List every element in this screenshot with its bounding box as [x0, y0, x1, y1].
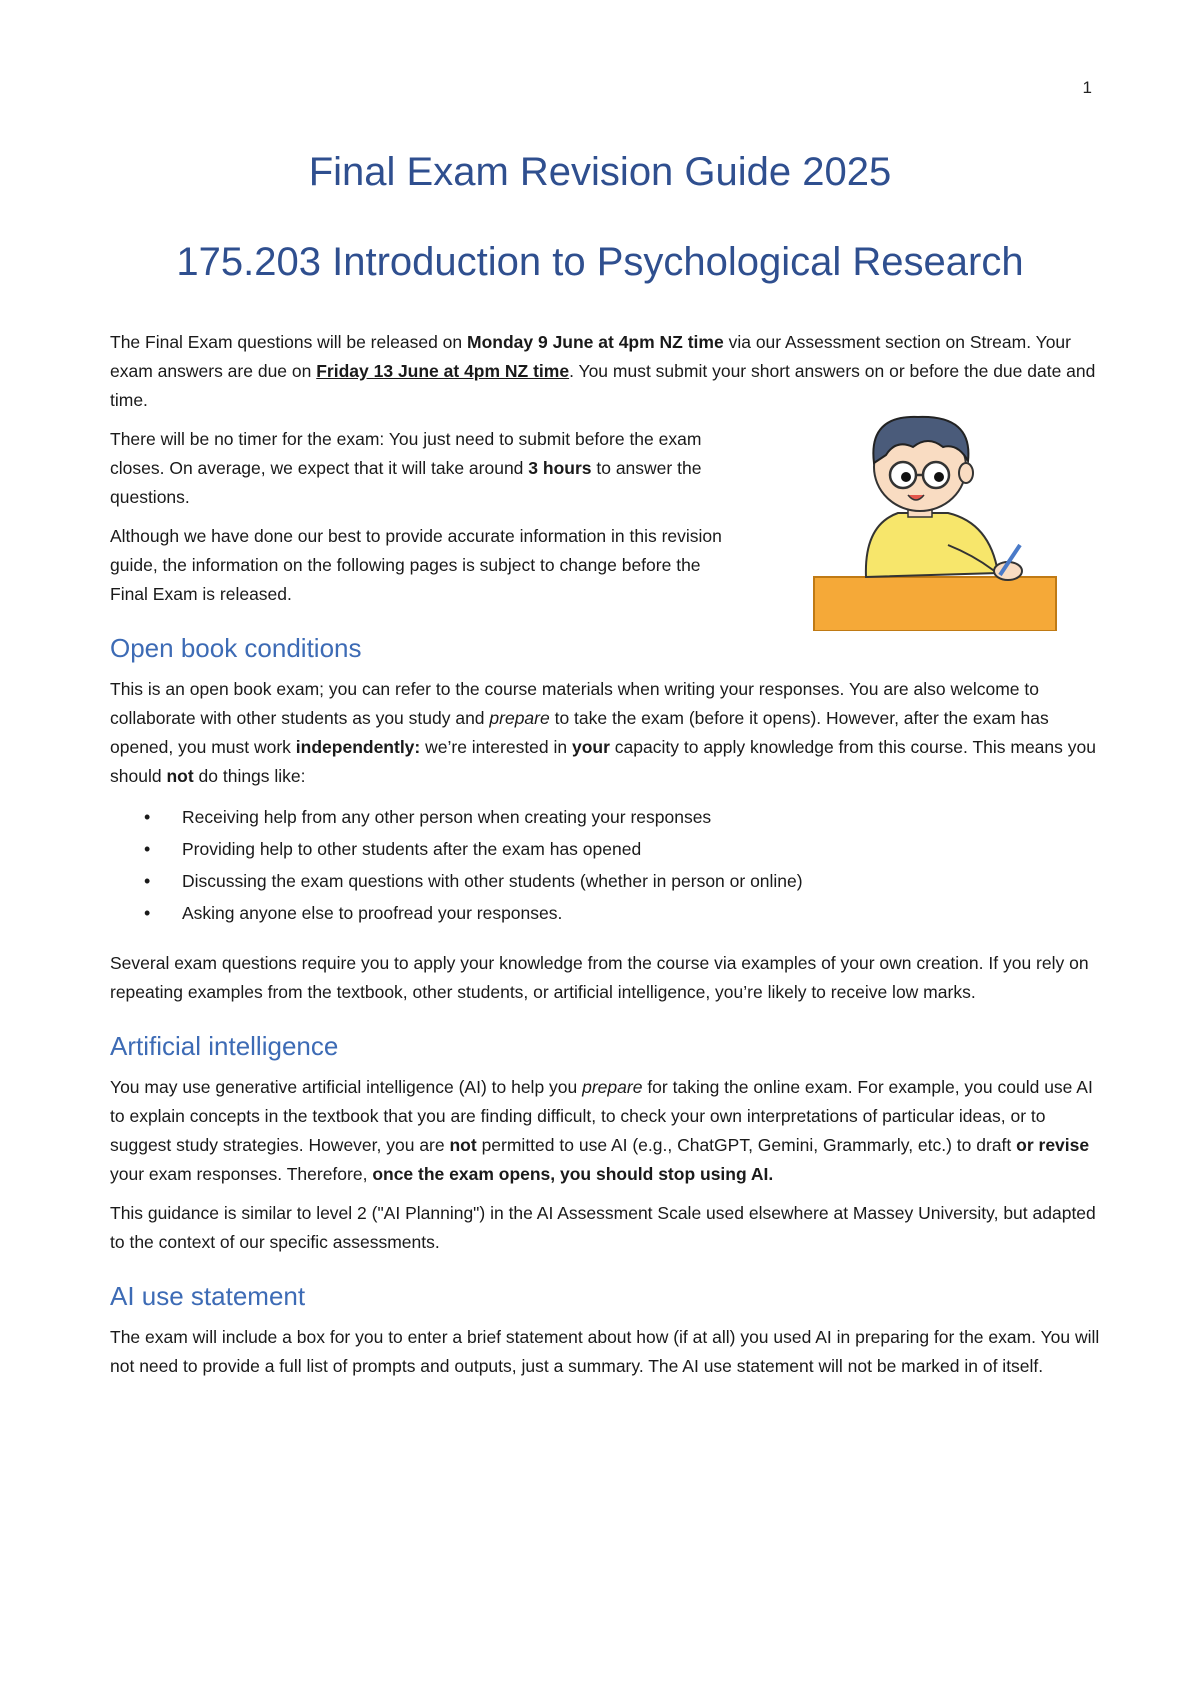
- ai-scale-paragraph: This guidance is similar to level 2 ("AI Planning") in the AI Assessment Scale used elsewhere at Massey University, but adapted to the context of our specific assessments.: [110, 1203, 1096, 1252]
- intro-section: [110, 328, 1100, 609]
- heading-open-book: Open book conditions: [110, 633, 362, 663]
- list-item: • Providing help to other students after the exam has opened: [182, 833, 1100, 865]
- examples-paragraph: Several exam questions require you to apply your knowledge from the course via examples of your own creation. If you rely on repeating examples from the textbook, other students, or artificial intelligence, you’re likely to receive low marks.: [110, 953, 1089, 1002]
- page-number: 1: [1082, 78, 1092, 97]
- prohibited-list: [110, 801, 1100, 929]
- heading-ai-use-statement: AI use statement: [110, 1281, 306, 1311]
- heading-artificial-intelligence: Artificial intelligence: [110, 1031, 339, 1061]
- due-date: Friday 13 June at 4pm NZ time: [316, 361, 570, 381]
- ai-paragraph: You may use generative artificial intelligence (AI) to help you prepare for taking the online exam. For example, you could use AI to explain concepts in the textbook that you are finding difficult, to check your own interpretations of particular ideas, or to suggest study strategies. However, you are not permitted to use AI (e.g., ChatGPT, Gemini, Grammarly, etc.) to draft or revise your exam responses. Therefore, once the exam opens, you should stop using AI.: [110, 1077, 1093, 1184]
- intro-paragraph-disclaimer: Although we have done our best to provide accurate information in this revision guide, the information on the following pages is subject to change before the Final Exam is released.: [110, 526, 722, 604]
- list-item: • Discussing the exam questions with other students (whether in person or online): [182, 865, 1100, 897]
- document-body: [110, 328, 1100, 1391]
- document-title: Final Exam Revision Guide 2025: [308, 150, 892, 194]
- open-book-paragraph: This is an open book exam; you can refer to the course materials when writing your responses. You are also welcome to collaborate with other students as you study and prepare to take the exam (before it opens). However, after the exam has opened, you must work independently: we’re interested in your capacity to apply knowledge from this course. This means you should not do things like:: [110, 679, 1096, 786]
- intro-paragraph-release: The Final Exam questions will be released on Monday 9 June at 4pm NZ time via our Assessment section on Stream. Your exam answers are due on Friday 13 June at 4pm NZ time. You must submit your short answers on or before the due date and time.: [110, 332, 1096, 410]
- course-title: 175.203 Introduction to Psychological Research: [176, 240, 1024, 284]
- list-item: • Receiving help from any other person when creating your responses: [182, 801, 1100, 833]
- list-item: • Asking anyone else to proofread your responses.: [182, 897, 1100, 929]
- ai-statement-paragraph: The exam will include a box for you to enter a brief statement about how (if at all) you used AI in preparing for the exam. You will not need to provide a full list of prompts and outputs, just a summary. The AI use statement will not be marked in of itself.: [110, 1327, 1100, 1376]
- intro-paragraph-timer: There will be no timer for the exam: You just need to submit before the exam closes. On average, we expect that it will take around 3 hours to answer the questions.: [110, 429, 702, 507]
